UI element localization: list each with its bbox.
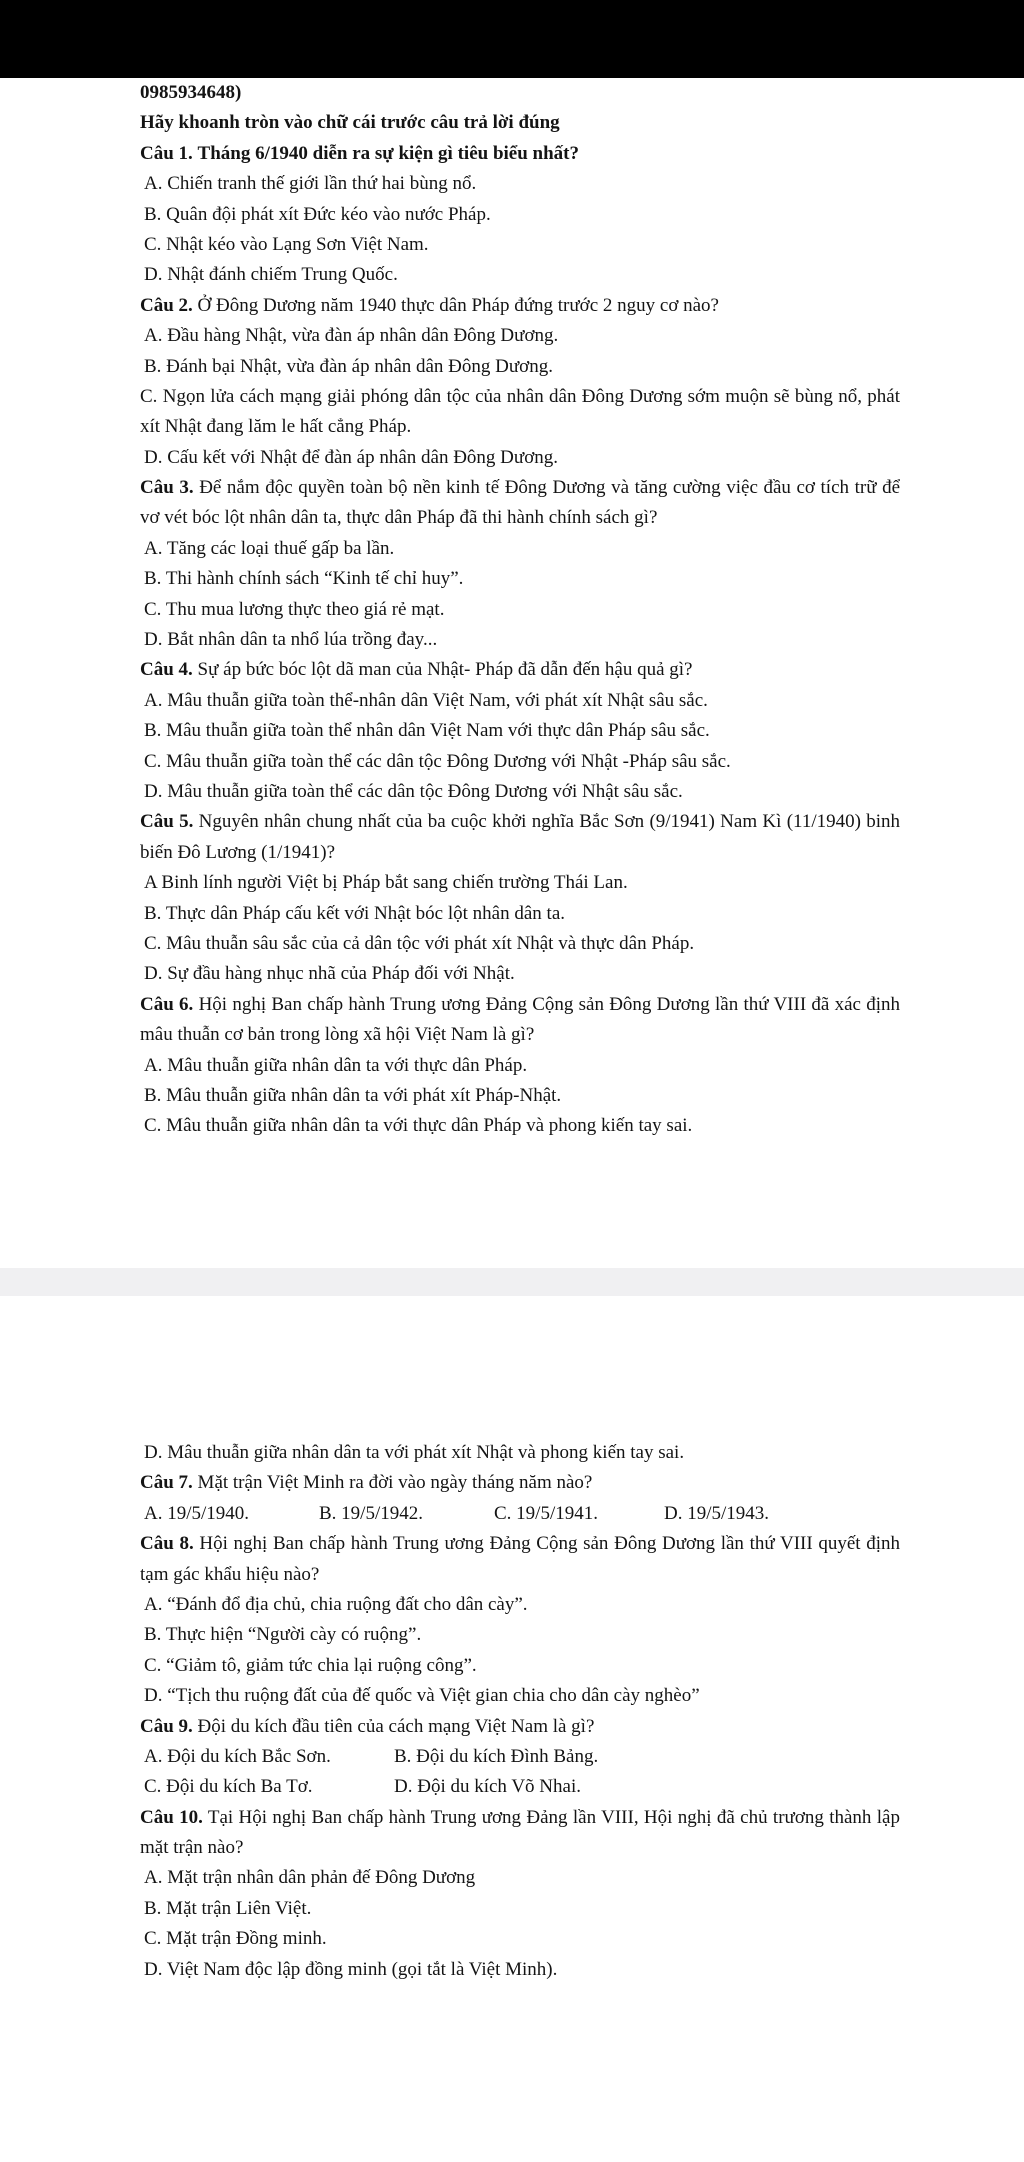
- question-4-number: Câu 4.: [140, 659, 193, 681]
- q9-option-a: A. Đội du kích Bắc Sơn.: [144, 1745, 331, 1767]
- phone-number: 0985934648): [140, 82, 242, 103]
- instruction: Hãy khoanh tròn vào chữ cái trước câu trả lời đúng: [140, 112, 560, 134]
- q2-option-d: D. Cấu kết với Nhật để đàn áp nhân dân Đông Dương.: [144, 446, 559, 468]
- question-6-text: Hội nghị Ban chấp hành Trung ương Đảng Cộng sản Đông Dương lần thứ VIII đã xác định mâu thuẫn cơ bản trong lòng xã hội Việt Nam là gì?: [140, 993, 901, 1046]
- q5-option-a: A Binh lính người Việt bị Pháp bắt sang chiến trường Thái Lan.: [144, 872, 628, 894]
- question-6-number: Câu 6.: [140, 993, 194, 1015]
- q3-option-a: A. Tăng các loại thuế gấp ba lần.: [144, 537, 395, 559]
- document-page-2: [0, 1296, 1024, 2162]
- question-8: [140, 1529, 900, 1590]
- q5-option-c: C. Mâu thuẫn sâu sắc của cả dân tộc với phát xít Nhật và thực dân Pháp.: [144, 932, 695, 954]
- question-3-text: Để nắm độc quyền toàn bộ nền kinh tế Đông Dương và tăng cường việc đầu cơ tích trữ để vơ vét bóc lột nhân dân ta, thực dân Pháp đã thi hành chính sách gì?: [140, 477, 900, 529]
- q8-option-c: C. “Giảm tô, giảm tức chia lại ruộng công”.: [144, 1654, 477, 1676]
- page-1-content: [140, 78, 900, 1142]
- q8-option-d: D. “Tịch thu ruộng đất của đế quốc và Việt gian chia cho dân cày nghèo”: [144, 1685, 700, 1707]
- question-10-text: Tại Hội nghị Ban chấp hành Trung ương Đảng lần VIII, Hội nghị đã chủ trương thành lập mặt trận nào?: [140, 1806, 900, 1859]
- q8-option-b: B. Thực hiện “Người cày có ruộng”.: [144, 1624, 422, 1646]
- question-3-number: Câu 3.: [140, 477, 194, 499]
- q7-option-a: A. 19/5/1940.: [144, 1502, 250, 1524]
- q5-option-b: B. Thực dân Pháp cấu kết với Nhật bóc lột nhân dân ta.: [144, 902, 566, 924]
- question-1-text: Tháng 6/1940 diễn ra sự kiện gì tiêu biểu nhất?: [197, 142, 579, 164]
- q6-option-d: D. Mâu thuẫn giữa nhân dân ta với phát xít Nhật và phong kiến tay sai.: [144, 1442, 685, 1463]
- question-2-number: Câu 2.: [140, 294, 193, 316]
- page-2-content: [140, 1438, 900, 1985]
- q4-option-d: D. Mâu thuẫn giữa toàn thể các dân tộc Đông Dương với Nhật sâu sắc.: [144, 780, 683, 802]
- q6-option-b: B. Mâu thuẫn giữa nhân dân ta với phát xít Pháp-Nhật.: [144, 1084, 562, 1106]
- question-9: [140, 1712, 900, 1742]
- q9-option-c: C. Đội du kích Ba Tơ.: [144, 1776, 313, 1798]
- q1-option-d: D. Nhật đánh chiếm Trung Quốc.: [144, 264, 398, 286]
- q3-option-b: B. Thi hành chính sách “Kinh tế chỉ huy”.: [144, 568, 464, 590]
- q6-option-c: C. Mâu thuẫn giữa nhân dân ta với thực dân Pháp và phong kiến tay sai.: [144, 1115, 693, 1137]
- q9-option-d: D. Đội du kích Võ Nhai.: [394, 1776, 581, 1798]
- question-9-number: Câu 9.: [140, 1715, 193, 1737]
- question-5-number: Câu 5.: [140, 811, 194, 833]
- question-8-text: Hội nghị Ban chấp hành Trung ương Đảng Cộng sản Đông Dương lần thứ VIII quyết định tạm gác khẩu hiệu nào?: [140, 1533, 900, 1585]
- q7-option-d: D. 19/5/1943.: [664, 1502, 770, 1524]
- question-7-number: Câu 7.: [140, 1472, 193, 1494]
- question-3: [140, 473, 900, 534]
- q4-option-b: B. Mâu thuẫn giữa toàn thể nhân dân Việt Nam với thực dân Pháp sâu sắc.: [144, 720, 710, 742]
- q7-options-row: [140, 1499, 900, 1529]
- question-9-text: Đội du kích đầu tiên của cách mạng Việt Nam là gì?: [197, 1715, 595, 1737]
- question-4-text: Sự áp bức bóc lột dã man của Nhật- Pháp đã dẫn đến hậu quả gì?: [197, 659, 693, 681]
- question-10: [140, 1803, 900, 1864]
- q4-option-a: A. Mâu thuẫn giữa toàn thể-nhân dân Việt Nam, với phát xít Nhật sâu sắc.: [144, 689, 708, 711]
- q7-option-b: B. 19/5/1942.: [319, 1502, 423, 1524]
- question-7-text: Mặt trận Việt Minh ra đời vào ngày tháng năm nào?: [197, 1472, 593, 1494]
- q1-option-c: C. Nhật kéo vào Lạng Sơn Việt Nam.: [144, 233, 429, 255]
- q9-options-row-2: [140, 1772, 900, 1802]
- q4-option-c: C. Mâu thuẫn giữa toàn thể các dân tộc Đông Dương với Nhật -Pháp sâu sắc.: [144, 750, 731, 772]
- q7-option-c: C. 19/5/1941.: [494, 1502, 598, 1524]
- question-5-text: Nguyên nhân chung nhất của ba cuộc khởi nghĩa Bắc Sơn (9/1941) Nam Kì (11/1940) binh biến Đô Lương (1/1941)?: [140, 811, 901, 863]
- top-status-bar: [0, 0, 1024, 78]
- q3-option-c: C. Thu mua lương thực theo giá rẻ mạt.: [144, 598, 445, 620]
- q2-option-a: A. Đầu hàng Nhật, vừa đàn áp nhân dân Đông Dương.: [144, 325, 559, 347]
- q9-option-b: B. Đội du kích Đình Bảng.: [394, 1745, 599, 1767]
- q3-option-d: D. Bắt nhân dân ta nhổ lúa trồng đay...: [144, 629, 438, 651]
- question-5: [140, 807, 900, 868]
- question-2: [140, 291, 900, 321]
- question-2-text: Ở Đông Dương năm 1940 thực dân Pháp đứng trước 2 nguy cơ nào?: [197, 294, 719, 316]
- q10-option-b: B. Mặt trận Liên Việt.: [144, 1897, 312, 1919]
- q9-options-row-1: [140, 1742, 900, 1772]
- question-1: [140, 139, 900, 169]
- question-8-number: Câu 8.: [140, 1533, 194, 1555]
- q2-option-c: C. Ngọn lửa cách mạng giải phóng dân tộc của nhân dân Đông Dương sớm muộn sẽ bùng nổ, phát xít Nhật đang lăm le hất cẳng Pháp.: [140, 385, 900, 438]
- q10-option-d: D. Việt Nam độc lập đồng minh (gọi tắt là Việt Minh).: [144, 1958, 558, 1980]
- q6-option-a: A. Mâu thuẫn giữa nhân dân ta với thực dân Pháp.: [144, 1054, 528, 1076]
- document-page-1: [0, 78, 1024, 1268]
- question-1-number: Câu 1.: [140, 142, 193, 164]
- q10-option-a: A. Mặt trận nhân dân phản đế Đông Dương: [144, 1867, 476, 1889]
- q1-option-b: B. Quân đội phát xít Đức kéo vào nước Pháp.: [144, 203, 491, 225]
- page-separator: [0, 1268, 1024, 1296]
- q10-option-c: C. Mặt trận Đồng minh.: [144, 1928, 327, 1950]
- q8-option-a: A. “Đánh đổ địa chủ, chia ruộng đất cho dân cày”.: [144, 1593, 528, 1615]
- q5-option-d: D. Sự đầu hàng nhục nhã của Pháp đối với Nhật.: [144, 963, 515, 985]
- question-6: [140, 990, 900, 1051]
- q2-option-b: B. Đánh bại Nhật, vừa đàn áp nhân dân Đông Dương.: [144, 355, 553, 377]
- question-7: [140, 1468, 900, 1498]
- q1-option-a: A. Chiến tranh thế giới lần thứ hai bùng nổ.: [144, 173, 477, 195]
- question-10-number: Câu 10.: [140, 1806, 203, 1828]
- question-4: [140, 655, 900, 685]
